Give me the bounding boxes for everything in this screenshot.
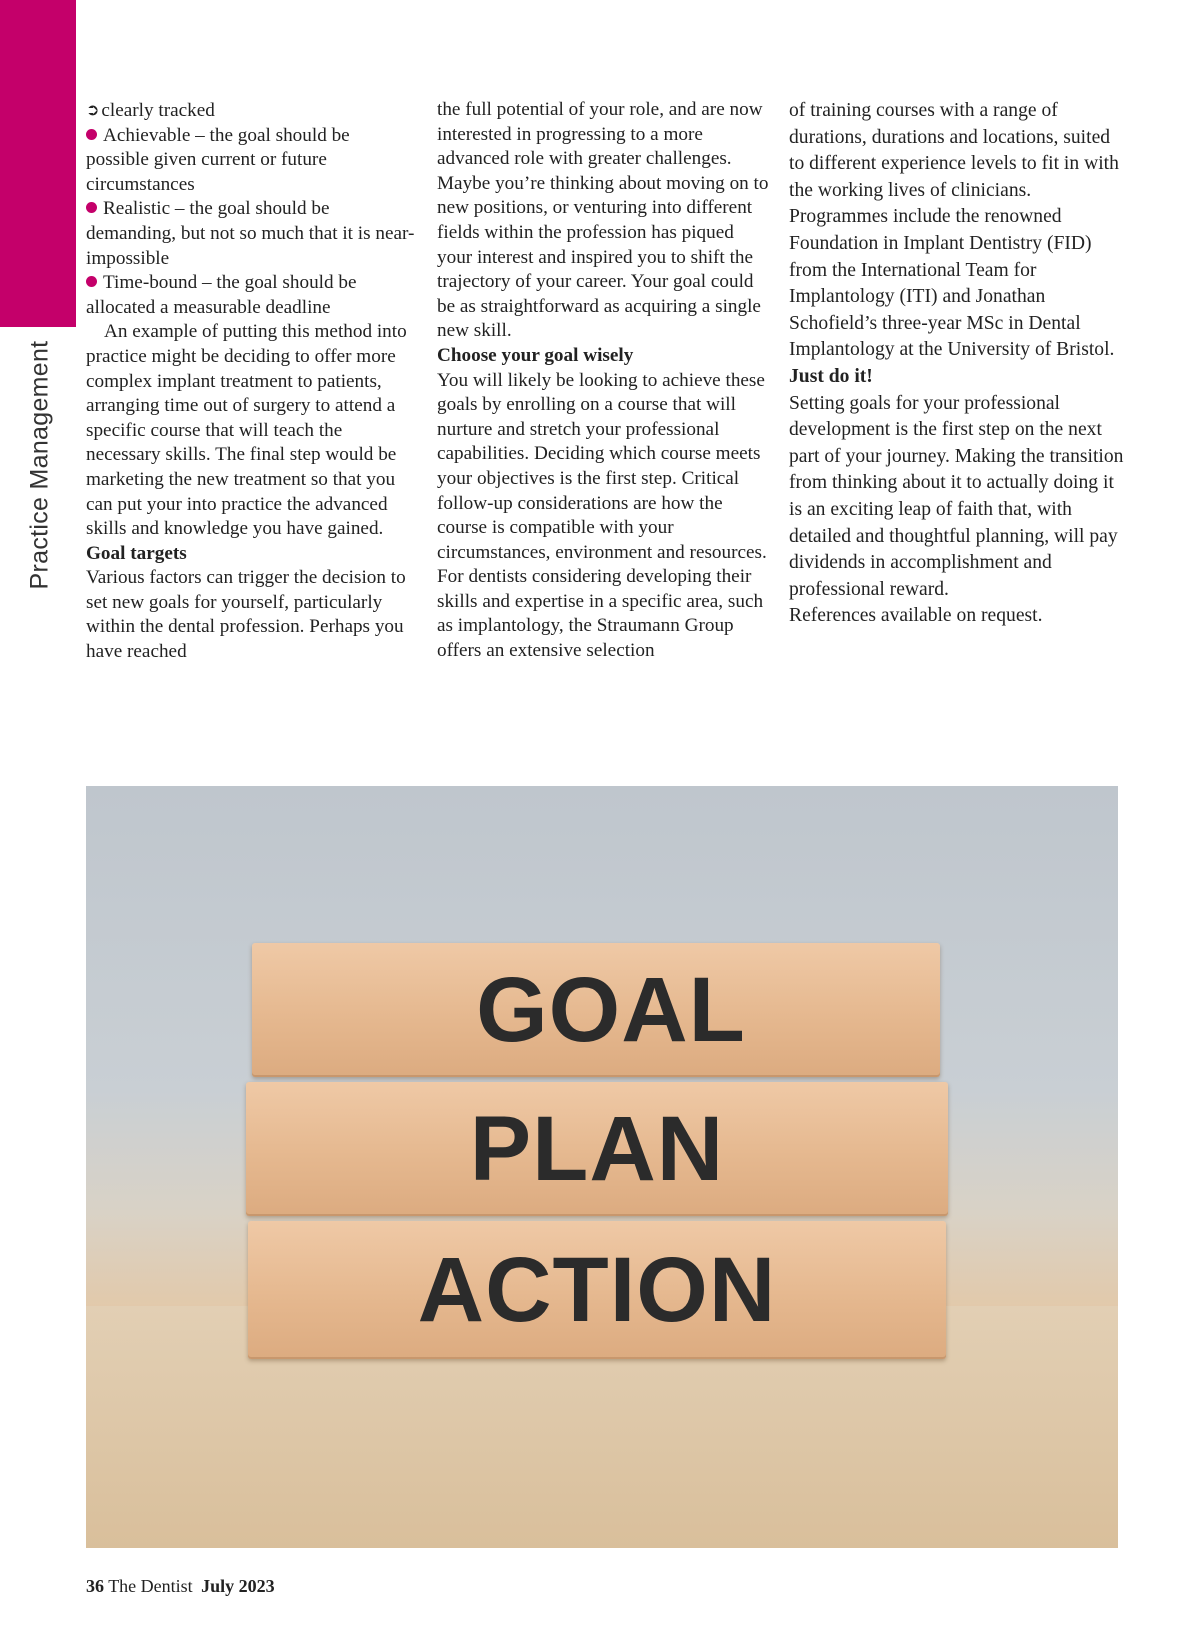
text-column-2 — [437, 98, 772, 664]
bullet-text: Time-bound – the goal should be allocated a measurable deadline — [86, 272, 357, 318]
goal-plan-action-photo — [86, 786, 1118, 1548]
section-heading-just-do-it: Just do it! — [789, 365, 873, 387]
page-number: 36 — [86, 1576, 104, 1596]
continuation-arrow-icon: ➲ — [86, 100, 100, 119]
body-paragraph: of training courses with a range of durations, durations and locations, suited to different experience levels to fit in with the working lives of clinicians. Programmes include the renowned Foundation in Implant Dentistry (FID) from the International Team for Implantology (ITI) and Jonathan Schofield’s three-year MSc in Dental Implantology at the University of Bristol. — [789, 100, 1119, 361]
block-word-action: ACTION — [417, 1238, 777, 1341]
body-paragraph: You will likely be looking to achieve these goals by enrolling on a course that will nurture and stretch your professional capabilities. Deciding which course meets your objectives is the first step. Critical follow-up considerations are how the course is compatible with your circumstances, environment and resources. For dentists considering developing their skills and expertise in a specific area, such as implantology, the Straumann Group offers an extensive selection — [437, 369, 767, 662]
text-column-1 — [86, 98, 416, 665]
bullet-dot-icon — [86, 129, 97, 140]
bullet-item-realistic — [86, 197, 416, 271]
text-column-3 — [789, 98, 1124, 630]
references-note: References available on request. — [789, 605, 1043, 627]
bullet-dot-icon — [86, 202, 97, 213]
bullet-text: Achievable – the goal should be possible given current or future circumstances — [86, 124, 350, 195]
wooden-block-action — [248, 1221, 946, 1359]
page-footer — [86, 1576, 275, 1597]
block-word-goal: GOAL — [476, 958, 746, 1061]
continuation-text: clearly tracked — [101, 100, 215, 121]
bullet-dot-icon — [86, 276, 97, 287]
publication-name: The Dentist — [108, 1576, 193, 1596]
issue-date: July 2023 — [201, 1576, 275, 1596]
continuation-line — [86, 98, 416, 124]
section-heading-choose-goal: Choose your goal wisely — [437, 344, 634, 366]
body-paragraph: An example of putting this method into practice might be deciding to offer more complex implant treatment to patients, arranging time out of surgery to attend a specific course that will teach the necessary skills. The final step would be marketing the new treatment so that you can put your into practice the advanced skills and knowledge you have gained. — [86, 321, 407, 540]
bullet-text: Realistic – the goal should be demanding, but not so much that it is near-impossible — [86, 198, 415, 269]
section-label: Practice Management — [25, 340, 54, 590]
wooden-block-goal — [252, 943, 940, 1077]
bullet-item-time-bound — [86, 271, 416, 320]
wooden-block-plan — [246, 1082, 948, 1216]
body-paragraph: Various factors can trigger the decision to set new goals for yourself, particularly within the dental profession. Perhaps you have reached — [86, 567, 406, 663]
section-heading-goal-targets: Goal targets — [86, 542, 187, 564]
block-word-plan: PLAN — [469, 1097, 725, 1200]
bullet-item-achievable — [86, 124, 416, 198]
body-paragraph: Setting goals for your professional development is the first step on the next part of your journey. Making the transition from thinking about it to actually doing it is an exciting leap of faith that, with detailed and thoughtful planning, will pay dividends in accomplishment and professional reward. — [789, 392, 1124, 600]
section-color-band — [0, 0, 76, 327]
body-paragraph: the full potential of your role, and are now interested in progressing to a more advanced role with greater challenges. Maybe you’re thinking about moving on to new positions, or venturing into different fields within the profession has piqued your interest and inspired you to shift the trajectory of your career. Your goal could be as straightforward as acquiring a single new skill. — [437, 99, 769, 342]
